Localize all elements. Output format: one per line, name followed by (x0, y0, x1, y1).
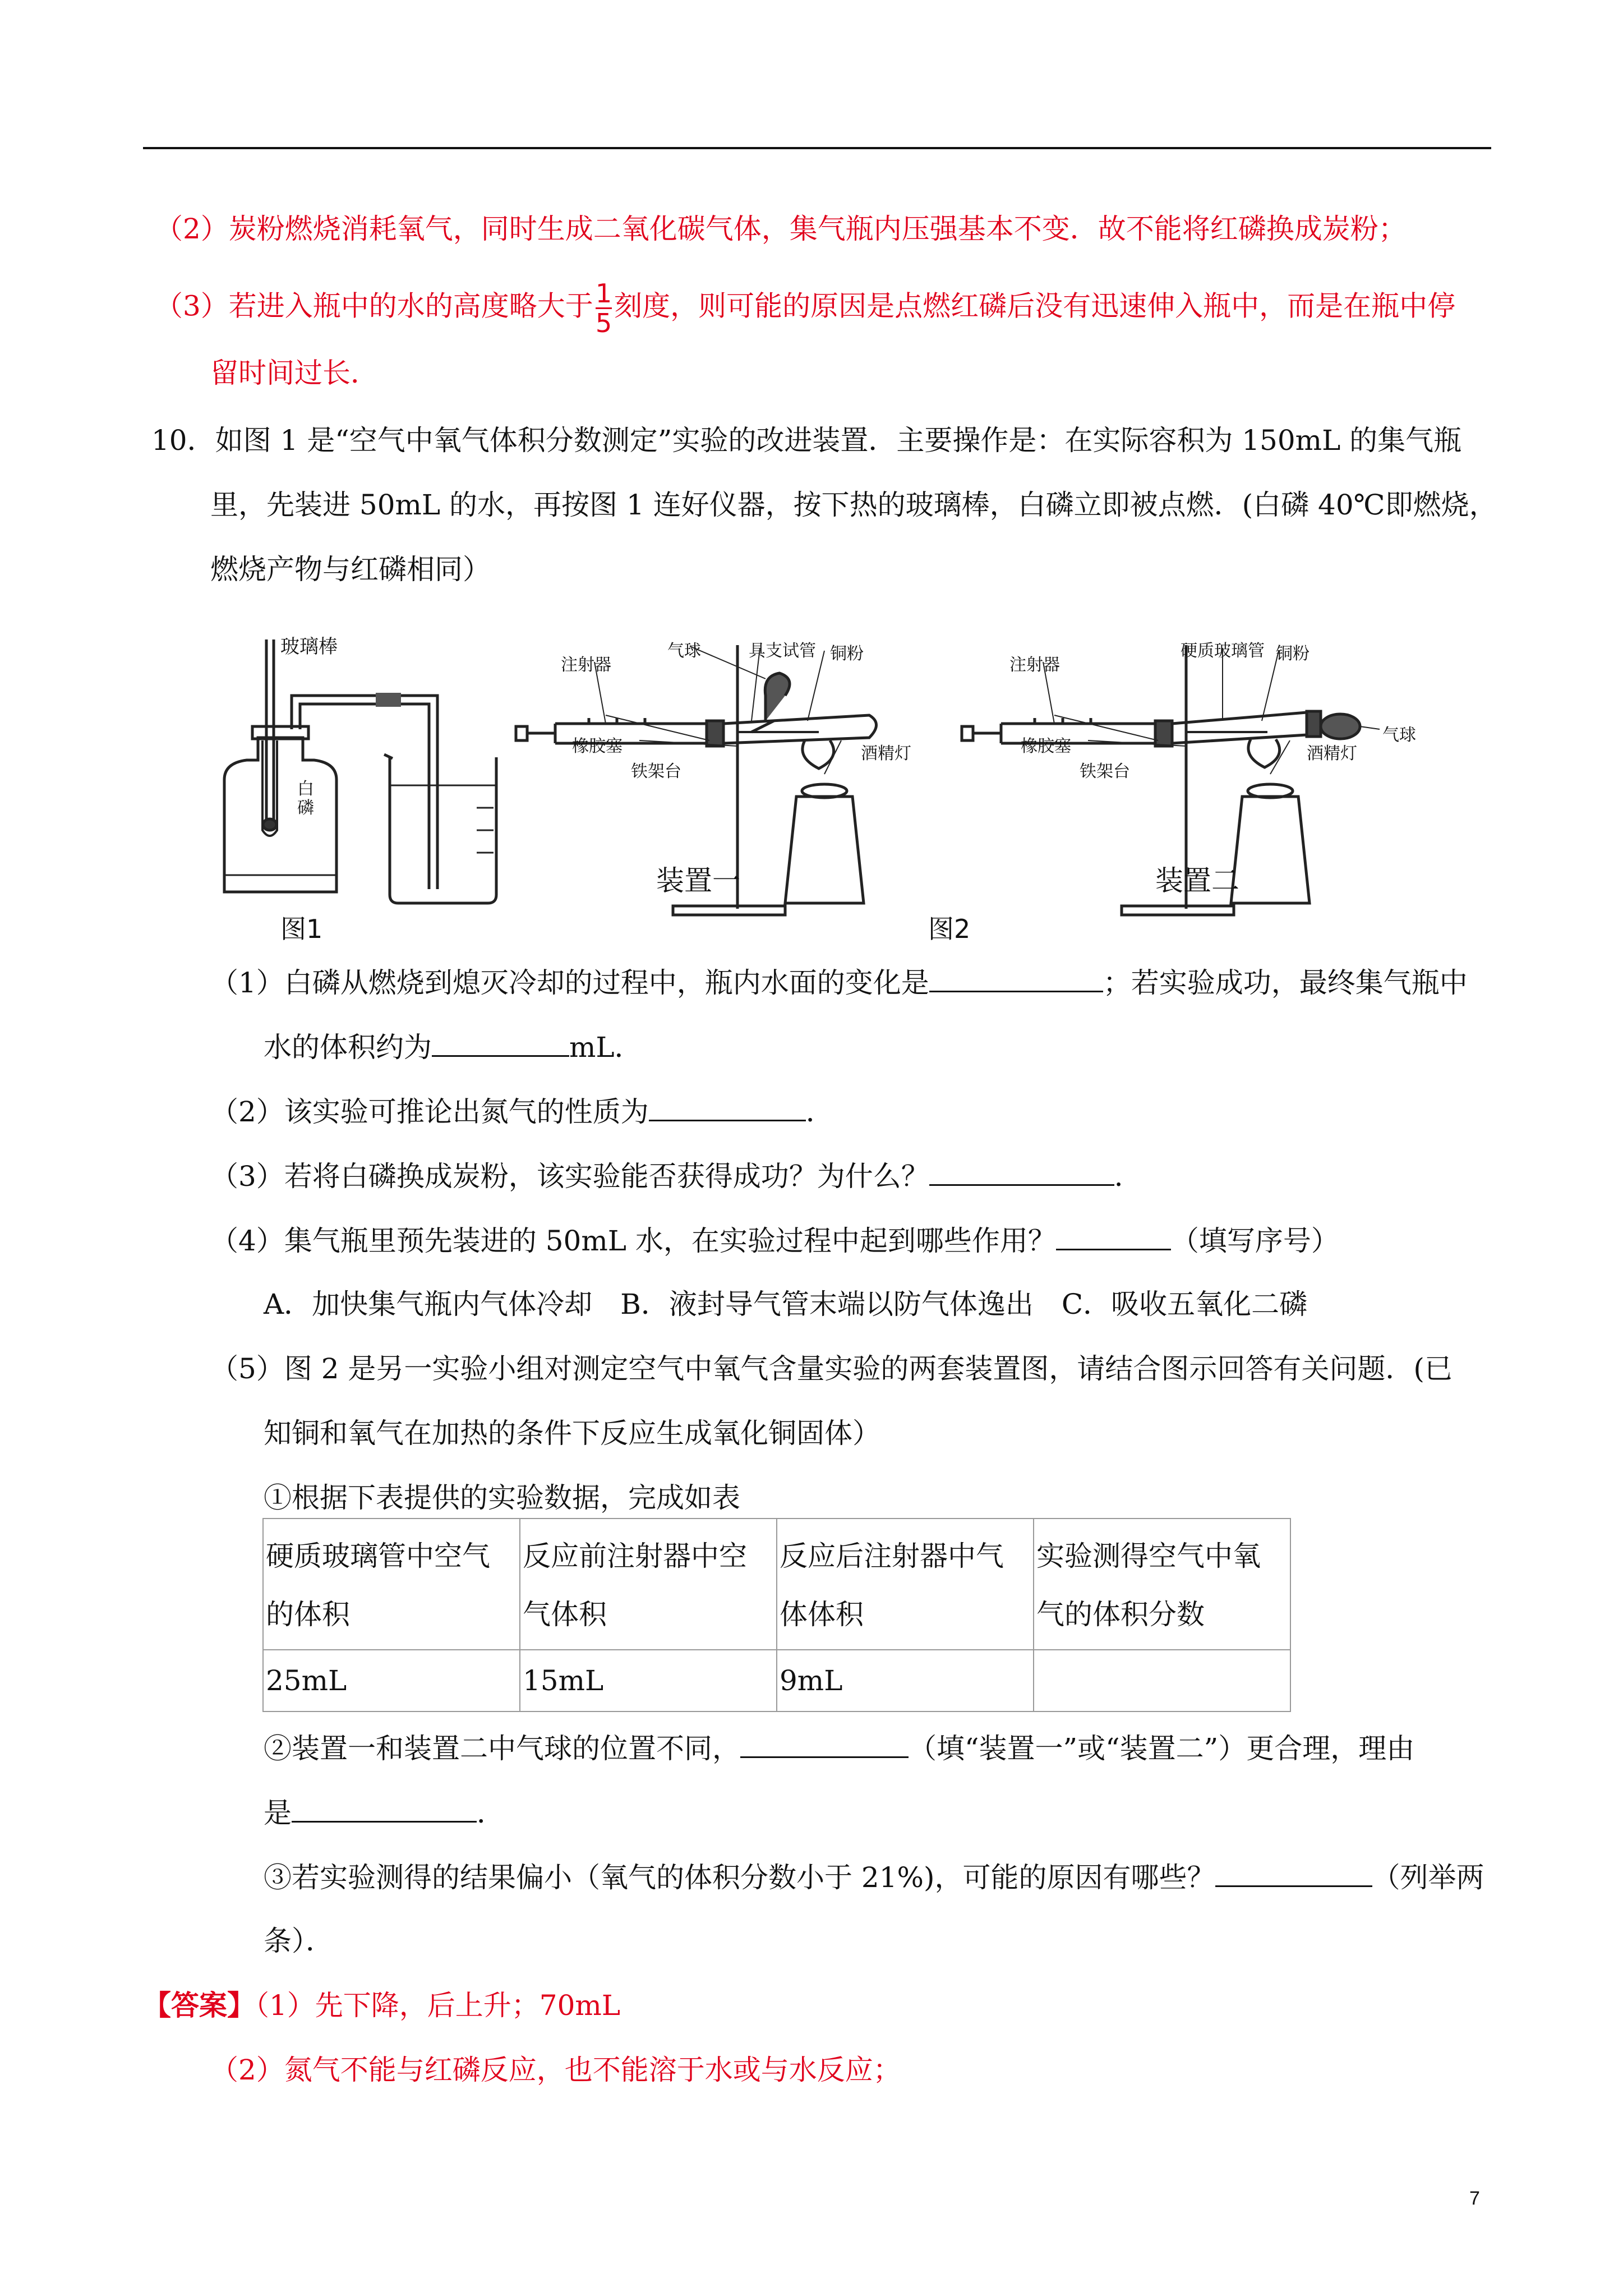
answer-tag: 【答案】 (143, 1989, 255, 2022)
s2-line-2 (264, 1795, 505, 1830)
device-one-title: 装置一 (656, 864, 740, 897)
fig1-caption: 图1 (280, 914, 323, 944)
answer-1: （1）先下降，后上升；70mL (255, 1989, 621, 2022)
d2-stand-label: 铁架台 (1080, 762, 1130, 781)
d1-copper-label: 铜粉 (830, 644, 864, 664)
d1-lamp-label: 酒精灯 (861, 744, 911, 763)
q1-blank-2[interactable] (432, 1029, 569, 1057)
table-header-cell (520, 1519, 777, 1650)
s3-line-1 (264, 1860, 1484, 1894)
s3-line-2: 条）． (264, 1925, 334, 1957)
q4-blank[interactable] (1056, 1223, 1171, 1250)
d2-tube-label: 硬质玻璃管 (1181, 641, 1265, 661)
q10-line-1: 10．如图 1 是“空气中氧气体积分数测定”实验的改进装置．主要操作是：在实际容积为 150mL 的集气瓶 (151, 424, 1462, 457)
q5-line-2: 知铜和氧气在加热的条件下反应生成氧化铜固体） (264, 1417, 880, 1450)
s2-blank-2[interactable] (292, 1795, 477, 1823)
q3-line (210, 1158, 1142, 1193)
q1-line-2 (264, 1029, 643, 1064)
q1-text-b: ；若实验成功，最终集气瓶中 (1103, 967, 1468, 999)
d1-stopper-label: 橡胶塞 (572, 737, 623, 756)
d2-stopper-label: 橡胶塞 (1021, 737, 1071, 756)
d2-syringe-label: 注射器 (1009, 655, 1060, 675)
s1-line: ①根据下表提供的实验数据，完成如表 (264, 1481, 740, 1514)
header-text: 实验测得空气中氧 (1036, 1540, 1261, 1572)
table-row (263, 1650, 1290, 1711)
header-text: 气的体积分数 (1036, 1598, 1205, 1631)
gas-collecting-bottle (224, 726, 336, 892)
fraction-numerator: 1 (595, 278, 612, 309)
page-number: 7 (1469, 2188, 1480, 2209)
q10-line-2: 里，先装进 50mL 的水，再按图 1 连好仪器，按下热的玻璃棒，白磷立即被点燃．(白磷 40℃即燃烧， (210, 489, 1497, 521)
q2-line (210, 1094, 834, 1129)
answer-line-3-part-b: 刻度，则可能的原因是点燃红磷后没有迅速伸入瓶中，而是在瓶中停 (614, 289, 1456, 323)
q1-line-1 (210, 965, 1468, 1000)
table-answer-cell[interactable] (1034, 1650, 1290, 1711)
q2-text-a: （2）该实验可推论出氮气的性质为 (210, 1096, 649, 1128)
q1-text-c: 水的体积约为 (264, 1031, 432, 1064)
table-cell: 25mL (263, 1650, 520, 1711)
q3-blank[interactable] (929, 1158, 1114, 1186)
table-header-row (263, 1519, 1290, 1650)
fraction (596, 279, 612, 337)
answer-line-3-cont: 留时间过长． (210, 357, 379, 389)
s2-line-1 (264, 1731, 1414, 1765)
answer-line-2: （2）炭粉燃烧消耗氧气，同时生成二氧化碳气体，集气瓶内压强基本不变．故不能将红磷换成炭粉； (155, 213, 1407, 245)
header-text: 硬质玻璃管中空气 (266, 1540, 490, 1572)
q3-text-a: （3）若将白磷换成炭粉，该实验能否获得成功？为什么？ (210, 1160, 929, 1193)
table-header-cell (263, 1519, 520, 1650)
header-text: 的体积 (266, 1598, 350, 1631)
q3-text-b: ． (1114, 1160, 1142, 1193)
q4-options: A．加快集气瓶内气体冷却 B．液封导气管末端以防气体逸出 C．吸收五氧化二磷 (264, 1288, 1308, 1320)
fig1-phosphorus-label: 白磷 (297, 779, 314, 818)
q4-text-a: （4）集气瓶里预先装进的 50mL 水，在实验过程中起到哪些作用？ (210, 1225, 1056, 1257)
answer-line-1 (143, 1989, 620, 2022)
q5-line-1: （5）图 2 是另一实验小组对测定空气中氧气含量实验的两套装置图，请结合图示回答有关问题．(已 (210, 1352, 1453, 1385)
fraction-denominator: 5 (595, 308, 612, 338)
q2-text-b: ． (805, 1096, 834, 1128)
d2-balloon-label: 气球 (1382, 725, 1416, 745)
q1-blank-1[interactable] (929, 965, 1103, 992)
q10-line-3: 燃烧产物与红磷相同） (210, 553, 491, 586)
q2-blank[interactable] (649, 1094, 806, 1121)
table-cell: 9mL (777, 1650, 1034, 1711)
d1-stand-label: 铁架台 (631, 762, 681, 781)
table-cell: 15mL (520, 1650, 777, 1711)
q1-text-a: （1）白磷从燃烧到熄灭冷却的过程中，瓶内水面的变化是 (210, 967, 929, 999)
header-text: 气体积 (523, 1598, 607, 1631)
answer-2: （2）氮气不能与红磷反应，也不能溶于水或与水反应； (210, 2054, 901, 2086)
white-phosphorus (263, 819, 276, 830)
header-text: 反应前注射器中空 (523, 1540, 747, 1572)
s3-blank[interactable] (1215, 1860, 1372, 1887)
answer-line-3-part-a: （3）若进入瓶中的水的高度略大于 (155, 289, 593, 323)
s2-text-c: 是 (264, 1797, 292, 1829)
data-table (262, 1518, 1291, 1712)
s2-blank-1[interactable] (740, 1731, 909, 1758)
s2-text-b: （填“装置一”或“装置二”）更合理，理由 (909, 1732, 1415, 1765)
s3-text-b: （列举两 (1372, 1861, 1484, 1894)
q4-line (210, 1223, 1339, 1258)
d2-lamp-label: 酒精灯 (1307, 744, 1357, 763)
s2-text-a: ②装置一和装置二中气球的位置不同， (264, 1732, 740, 1765)
d1-tube-label: 具支试管 (749, 641, 816, 661)
beaker (384, 754, 496, 903)
header-text: 反应后注射器中气 (780, 1540, 1004, 1572)
header-rule (143, 147, 1491, 149)
fig1-rod-label: 玻璃棒 (280, 636, 338, 658)
d2-copper-label: 铜粉 (1276, 644, 1310, 664)
table-header-cell (1034, 1519, 1290, 1650)
q1-text-d: mL． (569, 1031, 643, 1064)
q4-text-b: （填写序号） (1170, 1225, 1339, 1257)
glass-rod (266, 639, 274, 825)
s3-text-a: ③若实验测得的结果偏小（氧气的体积分数小于 21%)，可能的原因有哪些？ (264, 1861, 1215, 1894)
table-header-cell (777, 1519, 1034, 1650)
header-text: 体体积 (780, 1598, 864, 1631)
d1-balloon-label: 气球 (667, 641, 701, 661)
fig2-caption: 图2 (928, 914, 971, 944)
device-two-title: 装置二 (1155, 864, 1239, 897)
answer-line-3 (155, 279, 1455, 337)
s2-text-d: ． (477, 1797, 505, 1829)
d1-syringe-label: 注射器 (561, 655, 611, 675)
